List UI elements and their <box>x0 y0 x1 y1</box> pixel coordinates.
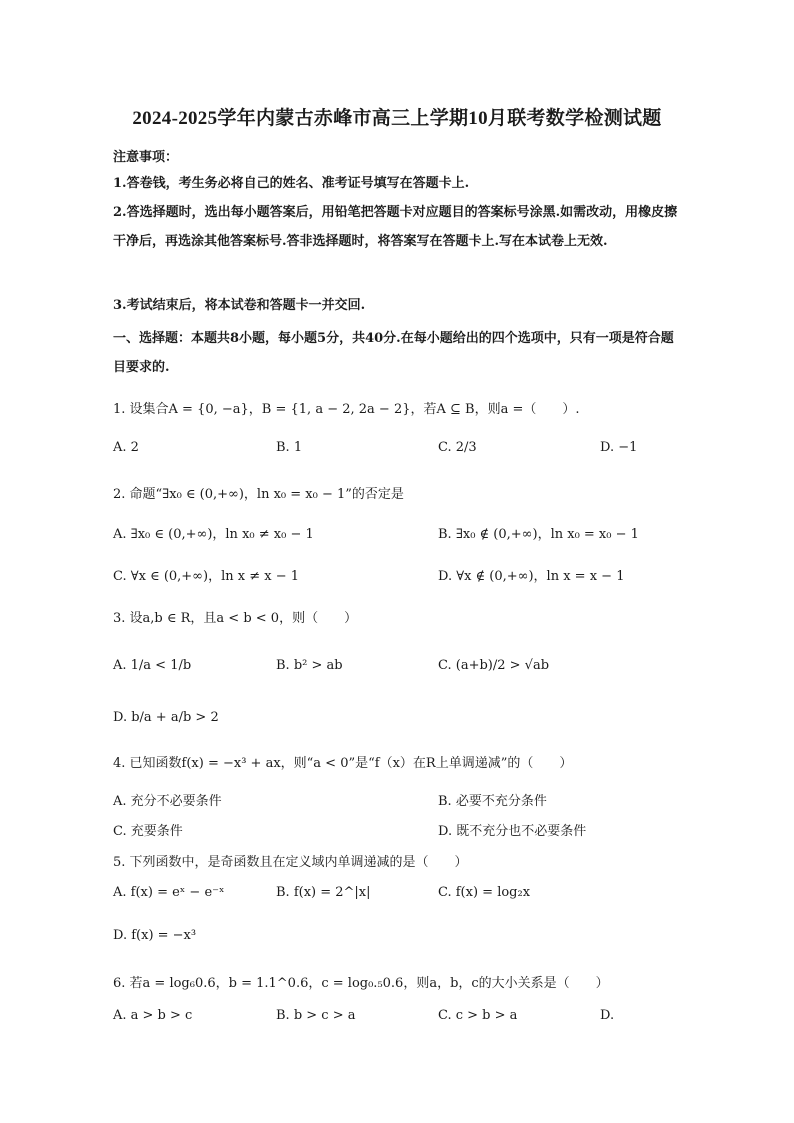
question-3-option-a: A. 1/a < 1/b <box>113 658 192 673</box>
question-2-option-b: B. ∃x₀ ∉ (0,+∞)，ln x₀ = x₀ − 1 <box>438 527 639 542</box>
question-4-option-a: A. 充分不必要条件 <box>113 794 222 809</box>
question-5-option-a: A. f(x) = eˣ − e⁻ˣ <box>113 885 225 900</box>
question-2-stem: 2. 命题“∃x₀ ∈ (0,+∞)，ln x₀ = x₀ − 1”的否定是 <box>113 487 404 502</box>
question-3-option-d: D. b/a + a/b > 2 <box>113 710 219 725</box>
question-6-option-d: D. <box>600 1008 615 1023</box>
question-3-stem: 3. 设a,b ∈ R，且a < b < 0，则（ ） <box>113 611 358 626</box>
note-item-1: 1.答卷钱，考生务必将自己的姓名、准考证号填写在答题卡上. <box>113 176 470 191</box>
exam-title: 2024-2025学年内蒙古赤峰市高三上学期10月联考数学检测试题 <box>132 108 662 129</box>
question-2-option-d: D. ∀x ∉ (0,+∞)，ln x = x − 1 <box>438 569 625 584</box>
question-3-option-b: B. b² > ab <box>276 658 343 673</box>
question-6-option-c: C. c > b > a <box>438 1008 518 1023</box>
question-4-stem: 4. 已知函数f(x) = −x³ + ax，则“a < 0”是“f（x）在R上单调递减”的（ ） <box>113 756 573 771</box>
section-heading: 一、选择题：本题共8小题，每小题5分，共40分.在每小题给出的四个选项中，只有一项是符合题目要求的. <box>113 331 674 375</box>
question-2-option-a: A. ∃x₀ ∈ (0,+∞)，ln x₀ ≠ x₀ − 1 <box>113 527 314 542</box>
question-1-option-c: C. 2/3 <box>438 440 477 455</box>
question-1-option-d: D. −1 <box>600 440 638 455</box>
question-1-stem: 1. 设集合A = {0, −a}，B = {1, a − 2, 2a − 2}，若A ⊆ B，则a =（ ）. <box>113 402 580 417</box>
question-4-option-c: C. 充要条件 <box>113 824 183 839</box>
question-5-stem: 5. 下列函数中，是奇函数且在定义域内单调递减的是（ ） <box>113 855 468 870</box>
question-4-option-b: B. 必要不充分条件 <box>438 794 547 809</box>
question-1-option-a: A. 2 <box>113 440 139 455</box>
question-4-option-d: D. 既不充分也不必要条件 <box>438 824 587 839</box>
question-6-stem: 6. 若a = log₆0.6，b = 1.1^0.6，c = log₀.₅0.6，则a，b，c的大小关系是（ ） <box>113 976 609 991</box>
note-item-3: 3.考试结束后，将本试卷和答题卡一并交回. <box>113 298 366 313</box>
question-5-option-c: C. f(x) = log₂x <box>438 885 531 900</box>
question-6-option-b: B. b > c > a <box>276 1008 356 1023</box>
question-2-option-c: C. ∀x ∈ (0,+∞)，ln x ≠ x − 1 <box>113 569 299 584</box>
question-6-option-a: A. a > b > c <box>113 1008 193 1023</box>
question-5-option-b: B. f(x) = 2^|x| <box>276 885 371 900</box>
note-item-2: 2.答选择题时，选出每小题答案后，用铅笔把答题卡对应题目的答案标号涂黑.如需改动，用橡皮擦干净后，再选涂其他答案标号.答非选择题时，将答案写在答题卡上.写在本试卷上无效. <box>113 205 678 249</box>
question-5-option-d: D. f(x) = −x³ <box>113 928 197 943</box>
notes-heading: 注意事项： <box>113 150 179 165</box>
question-1-option-b: B. 1 <box>276 440 303 455</box>
question-3-option-c: C. (a+b)/2 > √ab <box>438 658 550 673</box>
